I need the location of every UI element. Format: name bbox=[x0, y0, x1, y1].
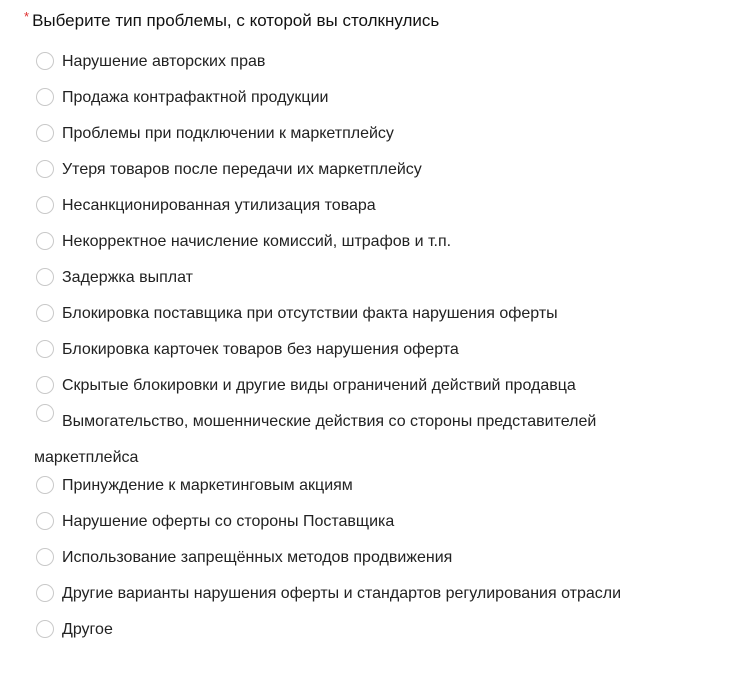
radio-option-label: Скрытые блокировки и другие виды ограничений действий продавца bbox=[62, 377, 576, 394]
radio-option-label: Утеря товаров после передачи их маркетплейсу bbox=[62, 161, 422, 178]
radio-option-label: Нарушение оферты со стороны Поставщика bbox=[62, 513, 395, 530]
radio-option[interactable] bbox=[24, 512, 724, 548]
radio-option-label: Принуждение к маркетинговым акциям bbox=[62, 477, 353, 494]
radio-option-label: Некорректное начисление комиссий, штрафов и т.п. bbox=[62, 233, 452, 250]
question-title-text: Выберите тип проблемы, с которой вы столкнулись bbox=[32, 11, 440, 30]
radio-option[interactable] bbox=[24, 160, 724, 196]
radio-option-label-line1: Вымогательство, мошеннические действия со стороны представителей bbox=[62, 413, 597, 430]
radio-option-label: Блокировка поставщика при отсутствии факта нарушения оферты bbox=[62, 305, 558, 322]
radio-option-label: Продажа контрафактной продукции bbox=[62, 89, 329, 106]
radio-option[interactable] bbox=[24, 196, 724, 232]
radio-option[interactable] bbox=[24, 304, 724, 340]
problem-type-question bbox=[24, 9, 724, 638]
radio-option-label: Использование запрещённых методов продвижения bbox=[62, 549, 453, 566]
radio-button[interactable] bbox=[36, 404, 54, 422]
radio-option[interactable] bbox=[24, 268, 724, 304]
radio-button[interactable] bbox=[36, 620, 54, 638]
radio-option-label: Задержка выплат bbox=[62, 269, 193, 286]
radio-button[interactable] bbox=[36, 376, 54, 394]
radio-option[interactable] bbox=[24, 404, 724, 476]
radio-option[interactable] bbox=[24, 232, 724, 268]
radio-option-label: Другое bbox=[62, 621, 113, 638]
radio-option[interactable] bbox=[24, 476, 724, 512]
radio-button[interactable] bbox=[36, 304, 54, 322]
radio-button[interactable] bbox=[36, 340, 54, 358]
radio-button[interactable] bbox=[36, 476, 54, 494]
radio-option[interactable] bbox=[24, 88, 724, 124]
radio-option-label: Блокировка карточек товаров без нарушения оферта bbox=[62, 341, 459, 358]
radio-option[interactable] bbox=[24, 620, 724, 656]
radio-button[interactable] bbox=[36, 584, 54, 602]
radio-button[interactable] bbox=[36, 232, 54, 250]
radio-button[interactable] bbox=[36, 52, 54, 70]
radio-option-label bbox=[24, 404, 724, 476]
question-title bbox=[24, 10, 724, 33]
radio-button[interactable] bbox=[36, 268, 54, 286]
radio-button[interactable] bbox=[36, 512, 54, 530]
radio-button[interactable] bbox=[36, 124, 54, 142]
radio-options-list bbox=[24, 52, 724, 656]
radio-option-label: Проблемы при подключении к маркетплейсу bbox=[62, 125, 394, 142]
radio-option[interactable] bbox=[24, 584, 724, 620]
radio-option-label-line2: маркетплейса bbox=[34, 449, 139, 466]
radio-option[interactable] bbox=[24, 340, 724, 376]
required-mark: * bbox=[24, 9, 30, 24]
radio-option-label: Другие варианты нарушения оферты и стандартов регулирования отрасли bbox=[62, 585, 622, 602]
radio-option-label: Несанкционированная утилизация товара bbox=[62, 197, 376, 214]
radio-option[interactable] bbox=[24, 52, 724, 88]
radio-button[interactable] bbox=[36, 196, 54, 214]
radio-option[interactable] bbox=[24, 548, 724, 584]
radio-button[interactable] bbox=[36, 548, 54, 566]
radio-button[interactable] bbox=[36, 160, 54, 178]
radio-option[interactable] bbox=[24, 124, 724, 160]
radio-button[interactable] bbox=[36, 88, 54, 106]
radio-option-label: Нарушение авторских прав bbox=[62, 53, 266, 70]
